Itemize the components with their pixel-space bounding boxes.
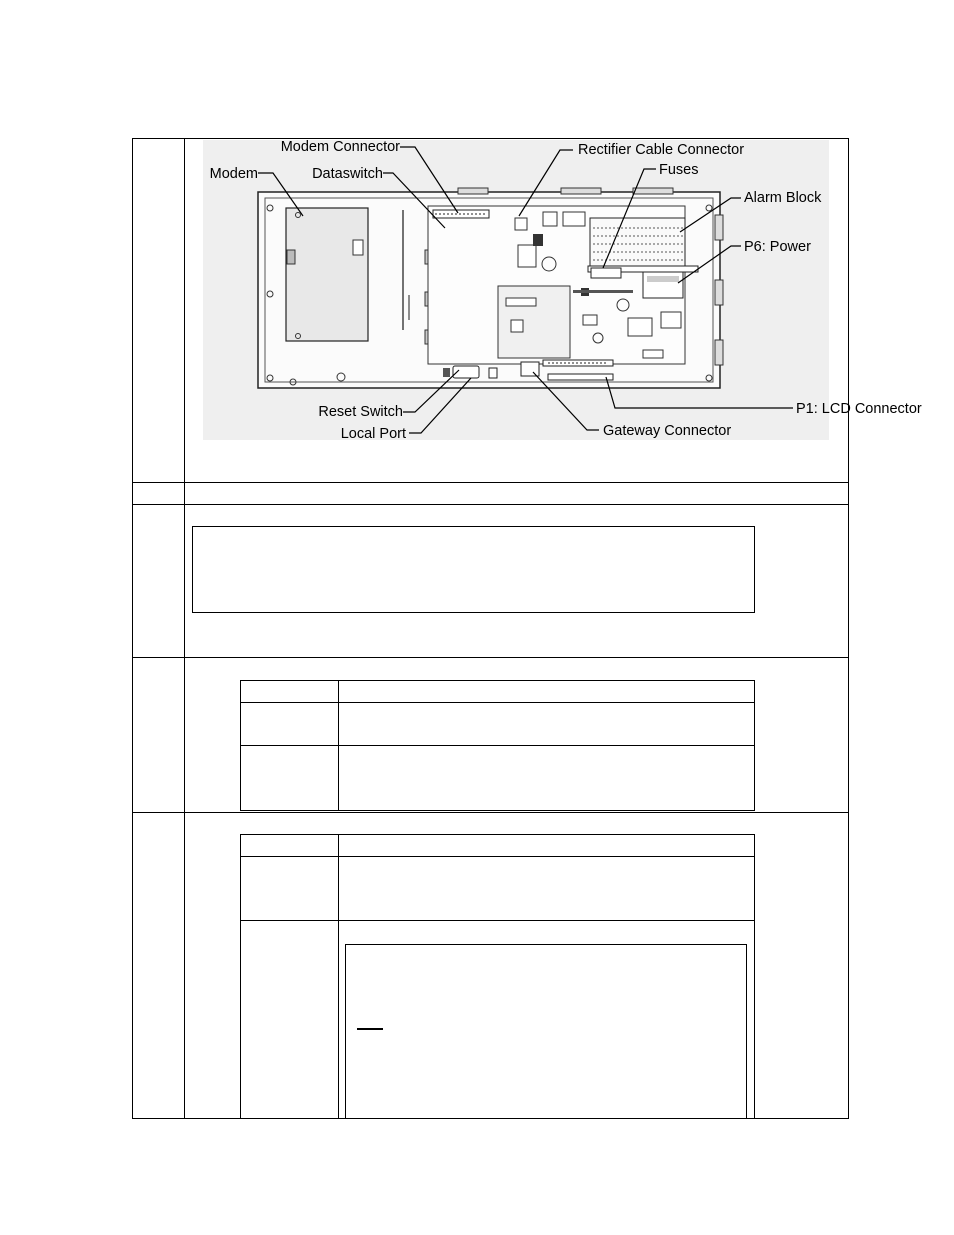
label-alarm-block: Alarm Block: [744, 190, 822, 206]
fuses: [591, 268, 621, 278]
inner-table-2-col-divider: [338, 834, 339, 1119]
label-p1-lcd-connector: P1: LCD Connector: [796, 401, 922, 417]
note-marker: [357, 1028, 383, 1030]
note-marker-text: Note: [357, 1010, 385, 1025]
label-dataswitch: Dataswitch: [312, 166, 383, 182]
inner-table-1-header-separator: [240, 702, 755, 703]
nested-note-box: [345, 944, 747, 1119]
label-modem-connector: Modem Connector: [280, 139, 400, 155]
alarm-block: [590, 218, 685, 266]
label-fuses: Fuses: [659, 162, 699, 178]
label-local-port: Local Port: [340, 426, 406, 442]
row-separator-4: [132, 812, 849, 813]
row-separator-1: [132, 482, 849, 483]
label-rectifier-cable-connector: Rectifier Cable Connector: [578, 142, 745, 158]
board-diagram: [203, 139, 922, 442]
p6-power-block: [643, 272, 683, 298]
row-separator-3: [132, 657, 849, 658]
step-column-divider: [184, 138, 185, 1119]
row-separator-2: [132, 504, 849, 505]
controller-board-figure: [203, 139, 922, 442]
label-modem: Modem: [209, 166, 258, 182]
gateway-connector-block: [521, 362, 539, 376]
label-gateway-connector: Gateway Connector: [603, 423, 732, 439]
label-p6-power: P6: Power: [744, 239, 811, 255]
inner-table-2-row-separator: [240, 920, 755, 921]
caution-box: [192, 526, 755, 613]
inner-table-1-row-separator: [240, 745, 755, 746]
label-reset-switch: Reset Switch: [318, 404, 403, 420]
inner-table-2-header-separator: [240, 856, 755, 857]
modem: [286, 208, 368, 341]
